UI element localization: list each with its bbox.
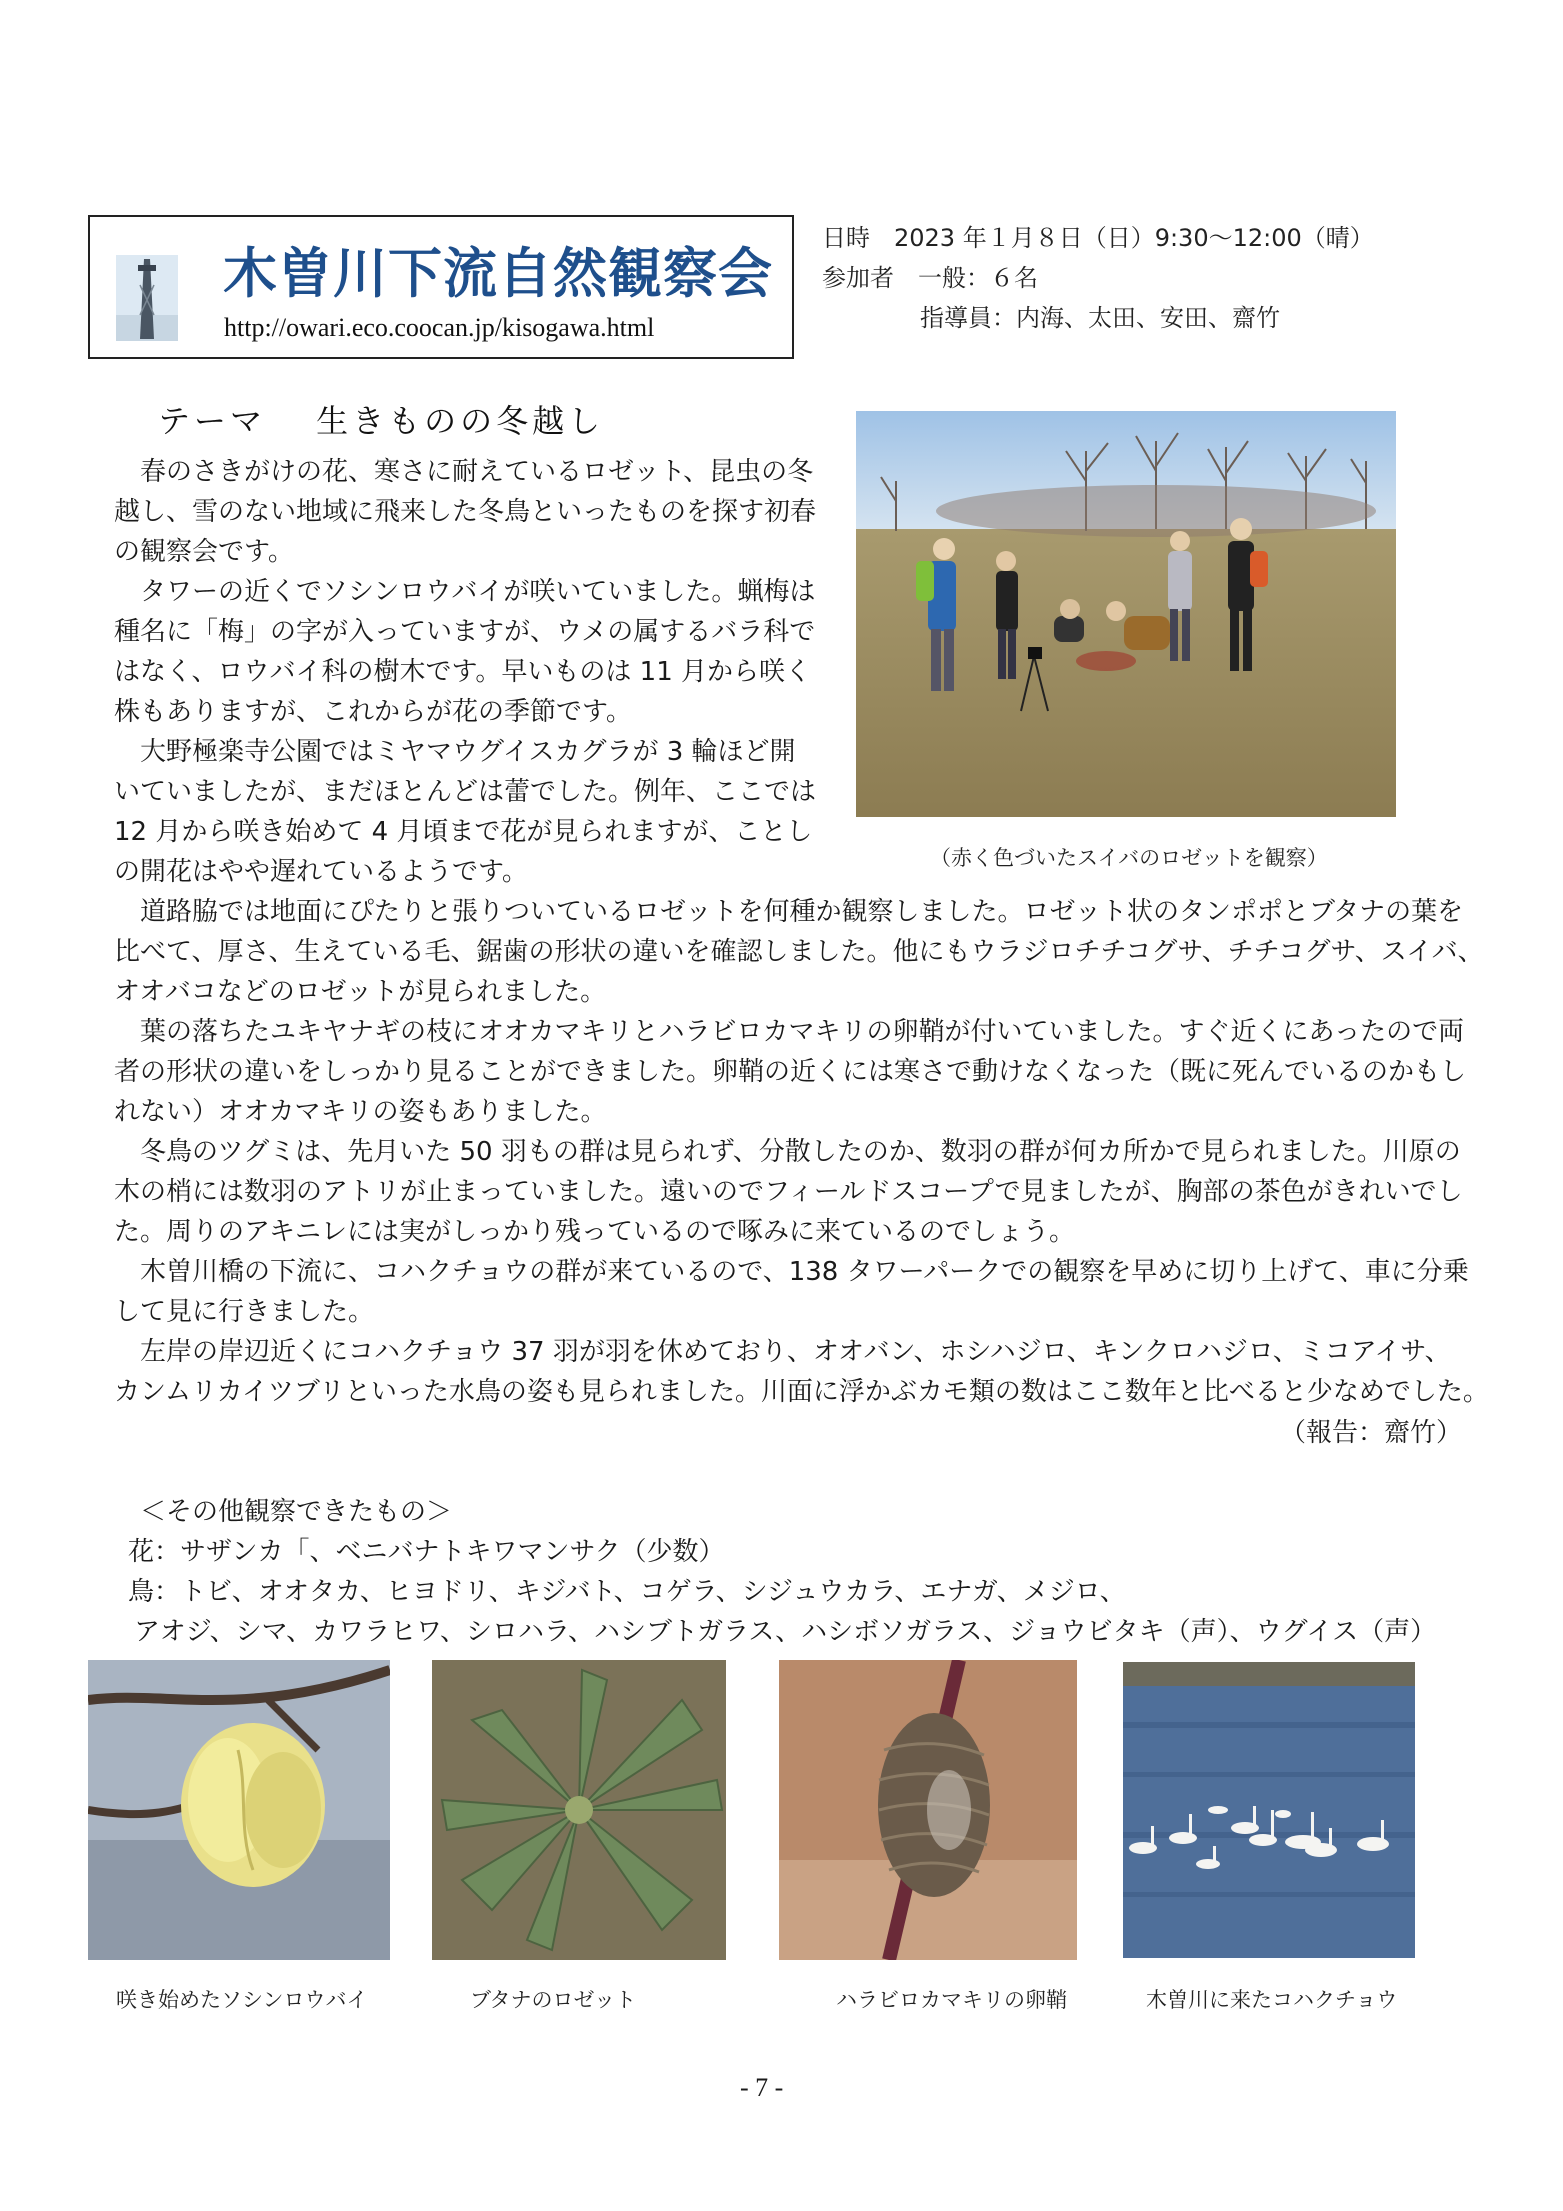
- body-line: れない）オオカマキリの姿もありました。: [114, 1097, 607, 1127]
- egg-case-image: [779, 1660, 1077, 1960]
- body-line: オオバコなどのロゼットが見られました。: [114, 977, 607, 1007]
- gallery-photo-rosette: [432, 1660, 726, 1960]
- body-line: 越し、雪のない地域に飛来した冬鳥といったものを探す初春: [114, 497, 817, 527]
- page-number: - 7 -: [740, 2073, 784, 2102]
- body-line: 左岸の岸辺近くにコハクチョウ 37 羽が羽を休めており、オオバン、ホシハジロ、キンクロハジロ、ミコアイサ、: [114, 1337, 1451, 1367]
- body-line: 冬鳥のツグミは、先月いた 50 羽もの群は見られず、分散したのか、数羽の群が何カ所かで見られました。川原の: [114, 1137, 1461, 1167]
- body-line: 大野極楽寺公園ではミヤマウグイスカグラが 3 輪ほど開: [114, 737, 796, 767]
- main-photo-caption: （赤く色づいたスイバのロゼットを観察）: [930, 846, 1328, 870]
- field-observation-image: [856, 411, 1396, 817]
- others-birds-line2: アオジ、シマ、カワラヒワ、シロハラ、ハシブトガラス、ハシボソガラス、ジョウビタキ（声）、ウグイス（声）: [134, 1617, 1437, 1647]
- body-line: 12 月から咲き始めて 4 月頃まで花が見られますが、ことし: [114, 817, 813, 847]
- event-guides: 指導員：内海、太田、安田、齋竹: [920, 304, 1280, 332]
- gallery-photo-wintersweet: [88, 1660, 390, 1960]
- gallery-photo-egg-case: [779, 1660, 1077, 1960]
- main-photo: [856, 411, 1396, 817]
- body-line: カンムリカイツブリといった水鳥の姿も見られました。川面に浮かぶカモ類の数はここ数年と比べると少なめでした。: [114, 1377, 1489, 1407]
- gallery-caption: 木曽川に来たコハクチョウ: [1146, 1988, 1398, 2012]
- event-participants: 参加者 一般：６名: [822, 264, 1038, 292]
- body-line: 木曽川橋の下流に、コハクチョウの群が来ているので、138 タワーパークでの観察を早めに切り上げて、車に分乗: [114, 1257, 1469, 1287]
- page-title: 木曽川下流自然観察会: [223, 242, 773, 305]
- others-heading: ＜その他観察できたもの＞: [140, 1497, 453, 1527]
- event-datetime: 日時 2023 年１月８日（日）9:30～12:00（晴）: [822, 224, 1374, 252]
- others-birds-line1: 鳥：トビ、オオタカ、ヒヨドリ、キジバト、コゲラ、シジュウカラ、エナガ、メジロ、: [128, 1577, 1126, 1607]
- body-line: 種名に「梅」の字が入っていますが、ウメの属するバラ科で: [114, 617, 816, 647]
- body-line: 道路脇では地面にぴたりと張りついているロゼットを何種か観察しました。ロゼット状のタンポポとブタナの葉を: [114, 897, 1464, 927]
- gallery-caption: ハラビロカマキリの卵鞘: [836, 1988, 1067, 2012]
- report-author: （報告：齋竹）: [1280, 1418, 1463, 1448]
- body-line: 木の梢には数羽のアトリが止まっていました。遠いのでフィールドスコープで見ましたが、胸部の茶色がきれいでし: [114, 1177, 1463, 1207]
- body-line: た。周りのアキニレには実がしっかり残っているので啄みに来ているのでしょう。: [114, 1217, 1075, 1247]
- header-box: [88, 215, 794, 359]
- body-line: して見に行きました。: [114, 1297, 375, 1327]
- body-line: タワーの近くでソシンロウバイが咲いていました。蝋梅は: [114, 577, 816, 607]
- gallery-caption: 咲き始めたソシンロウバイ: [116, 1988, 368, 2012]
- body-line: 春のさきがけの花、寒さに耐えているロゼット、昆虫の冬: [114, 457, 814, 487]
- rosette-image: [432, 1660, 726, 1960]
- gallery-photo-swans: [1123, 1662, 1415, 1958]
- others-flowers: 花：サザンカ「、ベニバナトキワマンサク（少数）: [128, 1537, 725, 1567]
- gallery-caption: ブタナのロゼット: [470, 1988, 637, 2012]
- tower-icon: [116, 255, 178, 341]
- theme-heading: テーマ 生きものの冬越し: [158, 402, 605, 440]
- body-line: 株もありますが、これからが花の季節です。: [114, 697, 632, 727]
- body-line: 比べて、厚さ、生えている毛、鋸歯の形状の違いを確認しました。他にもウラジロチチコグサ、チチコグサ、スイバ、: [114, 937, 1484, 967]
- body-line: の開花はやや遅れているようです。: [114, 857, 528, 887]
- body-line: はなく、ロウバイ科の樹木です。早いものは 11 月から咲く: [114, 657, 812, 687]
- body-line: いていましたが、まだほとんどは蕾でした。例年、ここでは: [114, 777, 817, 807]
- body-line: 者の形状の違いをしっかり見ることができました。卵鞘の近くには寒さで動けなくなった（既に死んでいるのかもし: [114, 1057, 1467, 1087]
- body-line: 葉の落ちたユキヤナギの枝にオオカマキリとハラビロカマキリの卵鞘が付いていました。すぐ近くにあったので両: [114, 1017, 1465, 1047]
- swans-image: [1123, 1662, 1415, 1958]
- header-url[interactable]: http://owari.eco.coocan.jp/kisogawa.html: [224, 313, 655, 342]
- body-line: の観察会です。: [114, 537, 294, 567]
- wintersweet-image: [88, 1660, 390, 1960]
